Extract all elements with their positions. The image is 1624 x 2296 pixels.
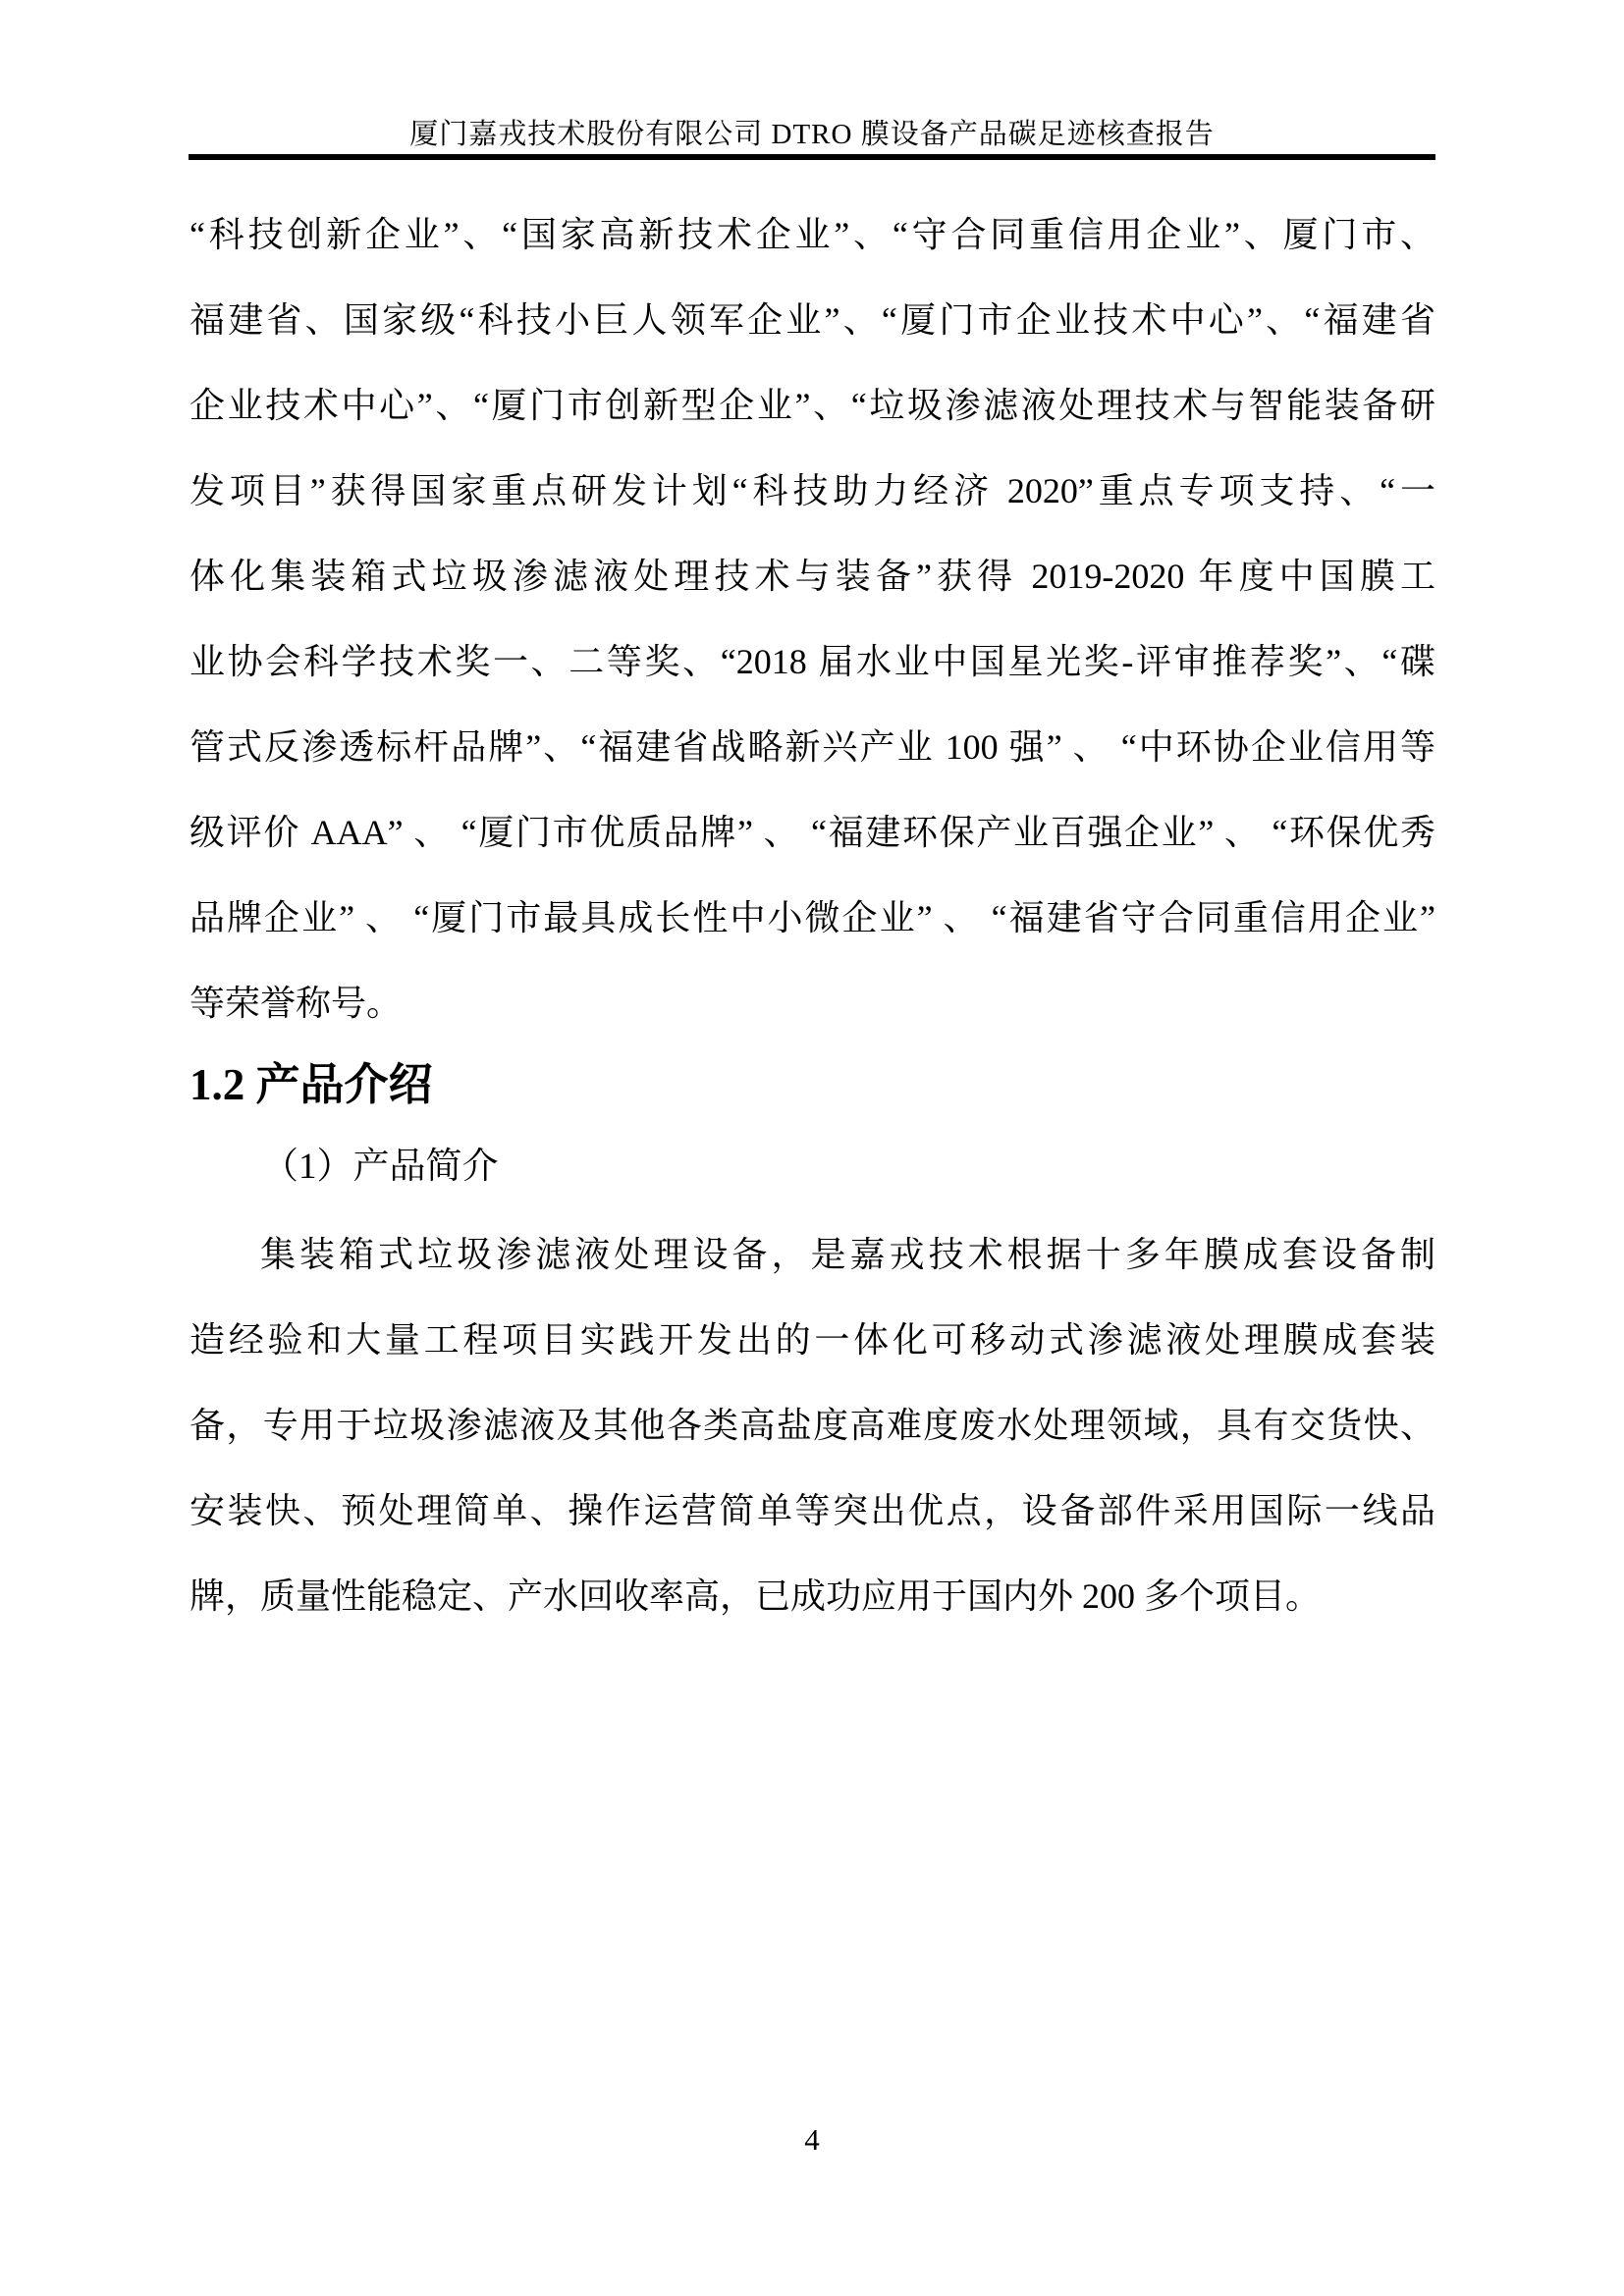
text-line: 牌，质量性能稳定、产水回收率高，已成功应用于国内外 200 多个项目。 <box>189 1576 1322 1616</box>
text-line: 体化集装箱式垃圾渗滤液处理技术与装备”获得 2019-2020 年度中国膜工 <box>189 557 1435 596</box>
header-divider <box>189 154 1435 160</box>
text-line: 管式反渗透标杆品牌”、“福建省战略新兴产业 100 强” 、 “中环协企业信用等 <box>189 727 1435 767</box>
list-item-product-brief: （1）产品简介 <box>262 1147 499 1187</box>
text-line: 福建省、国家级“科技小巨人领军企业”、“厦门市企业技术中心”、“福建省 <box>189 300 1435 340</box>
text-line: 造经验和大量工程项目实践开发出的一体化可移动式渗滤液处理膜成套装 <box>189 1320 1435 1360</box>
text-line: 等荣誉称号。 <box>189 984 403 1023</box>
text-line: 集装箱式垃圾渗滤液处理设备，是嘉戎技术根据十多年膜成套设备制 <box>260 1235 1435 1274</box>
text-line: 业协会科学技术奖一、二等奖、“2018 届水业中国星光奖-评审推荐奖”、“碟 <box>189 642 1435 681</box>
text-line: 备，专用于垃圾渗滤液及其他各类高盐度高难度废水处理领域，具有交货快、 <box>189 1406 1435 1445</box>
section-heading-product-introduction: 1.2 产品介绍 <box>189 1060 433 1109</box>
paragraph-product-description <box>189 1212 1435 1639</box>
text-line: 品牌企业” 、 “厦门市最具成长性中小微企业” 、 “福建省守合同重信用企业” <box>189 898 1435 937</box>
page-header-title: 厦门嘉戎技术股份有限公司 DTRO 膜设备产品碳足迹核查报告 <box>409 119 1215 150</box>
text-line: “科技创新企业”、“国家高新技术企业”、“守合同重信用企业”、厦门市、 <box>189 215 1435 254</box>
text-line: 级评价 AAA” 、 “厦门市优质品牌” 、 “福建环保产业百强企业” 、 “环保优秀 <box>189 813 1435 852</box>
paragraph-honors <box>189 192 1435 1046</box>
text-line: 安装快、预处理简单、操作运营简单等突出优点，设备部件采用国际一线品 <box>189 1491 1435 1530</box>
text-line: 发项目”获得国家重点研发计划“科技助力经济 2020”重点专项支持、“一 <box>189 471 1435 510</box>
text-line: 企业技术中心”、“厦门市创新型企业”、“垃圾渗滤液处理技术与智能装备研 <box>189 386 1435 425</box>
page-number: 4 <box>804 2122 820 2157</box>
